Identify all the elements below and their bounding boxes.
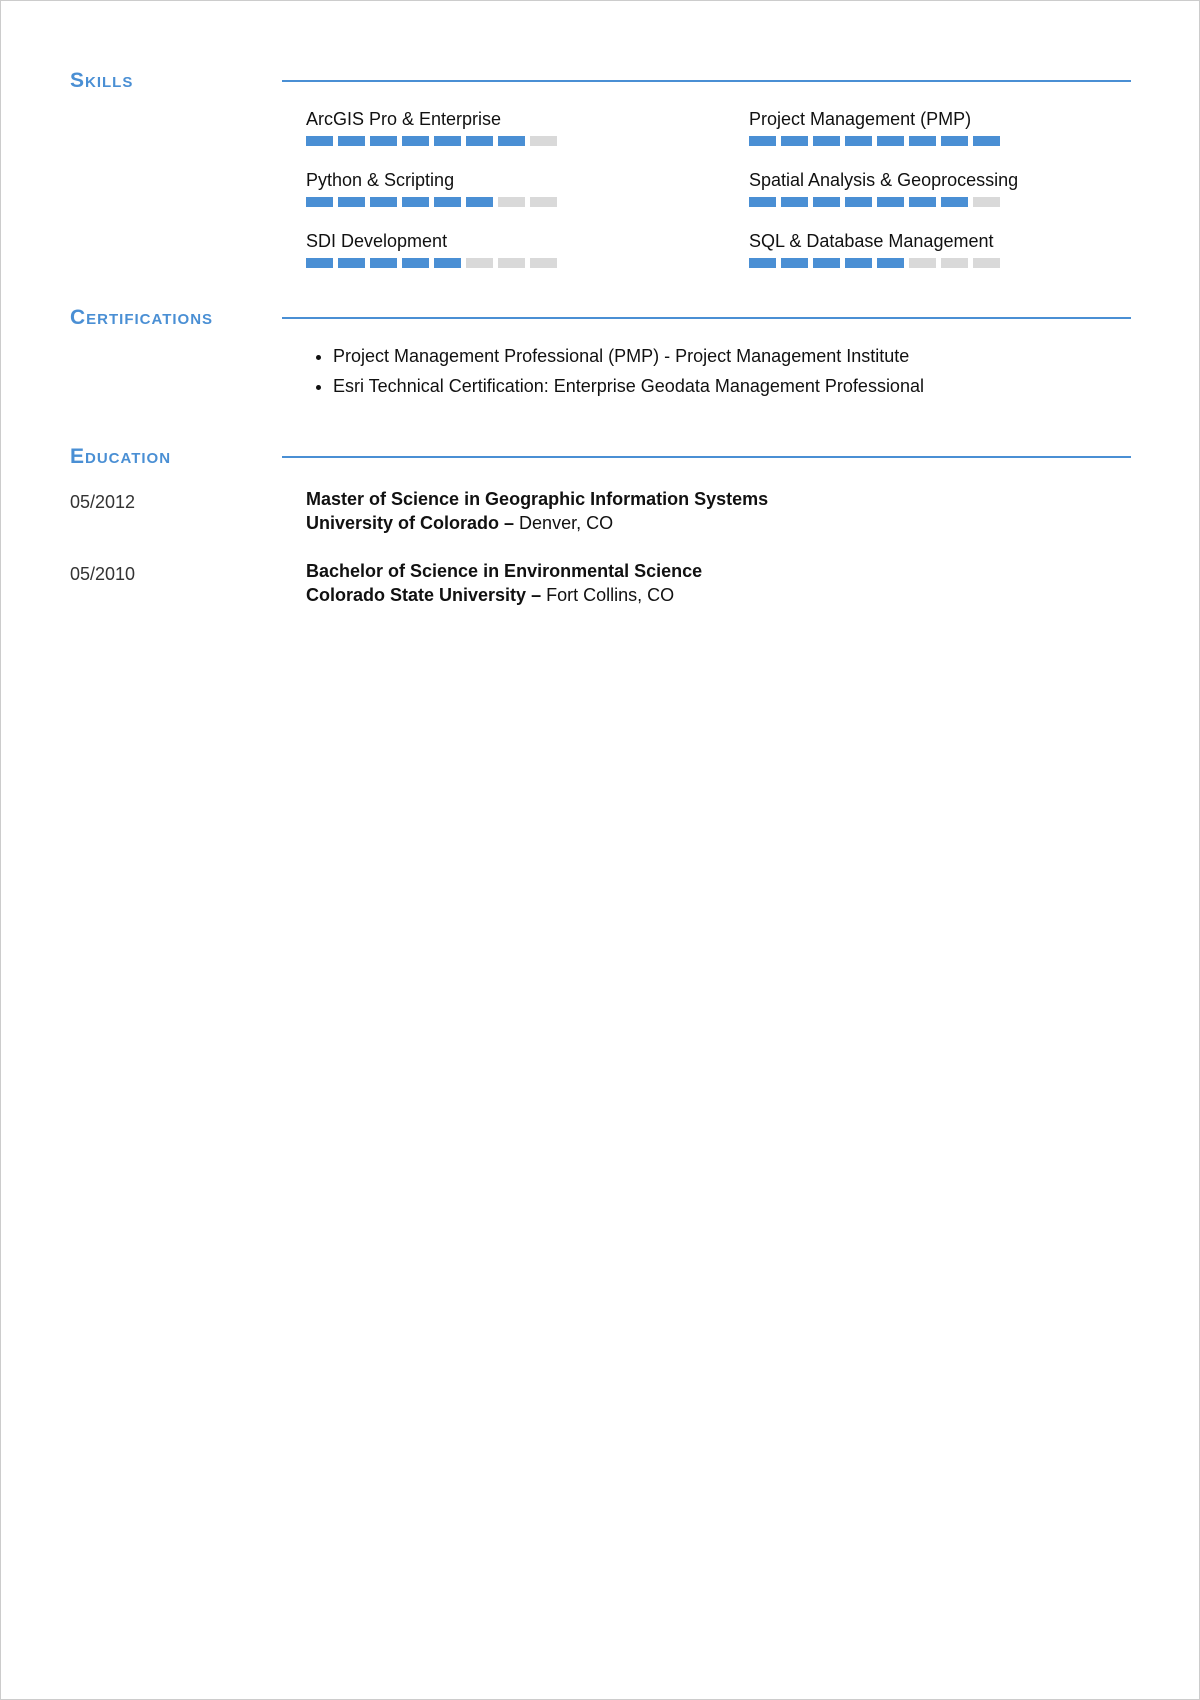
skill-name: Python & Scripting [306, 170, 455, 190]
skill-segment-filled [877, 136, 904, 146]
skill-name: ArcGIS Pro & Enterprise [306, 109, 502, 129]
skill-segment-empty [973, 197, 1000, 207]
skill-segment-filled [466, 197, 493, 207]
skill-item [749, 169, 1049, 205]
skill-segment-filled [402, 258, 429, 268]
skill-segment-filled [877, 258, 904, 268]
skill-segment-filled [909, 197, 936, 207]
education-date: 05/2010 [70, 564, 136, 584]
school-location: Fort Collins, CO [546, 585, 675, 605]
skills-title: Skills [70, 69, 134, 92]
certifications-list [306, 341, 924, 401]
skill-segment-empty [941, 258, 968, 268]
skill-segment-filled [941, 197, 968, 207]
skill-segment-filled [845, 258, 872, 268]
skill-segment-filled [877, 197, 904, 207]
skill-level-bar [749, 197, 1049, 207]
skill-segment-filled [306, 136, 333, 146]
education-date: 05/2012 [70, 492, 136, 512]
skill-name: Project Management (PMP) [749, 109, 972, 129]
skill-segment-filled [781, 136, 808, 146]
skill-segment-filled [749, 258, 776, 268]
skill-segment-filled [434, 258, 461, 268]
skill-item [749, 230, 1049, 266]
skill-segment-filled [813, 136, 840, 146]
skill-segment-filled [370, 258, 397, 268]
skill-segment-empty [498, 258, 525, 268]
skill-segment-empty [973, 258, 1000, 268]
degree-title: Master of Science in Geographic Information Systems [306, 489, 769, 509]
skill-level-bar [749, 258, 1049, 268]
skill-segment-empty [498, 197, 525, 207]
skill-segment-filled [845, 197, 872, 207]
certifications-section [70, 306, 1131, 396]
skill-item [749, 108, 1049, 144]
certification-item: • Project Management Professional (PMP) - Project Management Institute [333, 341, 924, 371]
skill-segment-filled [749, 136, 776, 146]
section-divider [282, 80, 1131, 82]
certifications-header [70, 306, 1131, 336]
skills-grid [306, 108, 1066, 266]
skill-level-bar [306, 136, 749, 146]
skill-segment-filled [370, 197, 397, 207]
skill-segment-filled [370, 136, 397, 146]
skill-level-bar [749, 136, 1049, 146]
skill-level-bar [306, 258, 749, 268]
section-divider [282, 317, 1131, 319]
education-title: Education [70, 445, 172, 468]
education-details [306, 487, 768, 535]
skill-segment-filled [909, 136, 936, 146]
certifications-title: Certifications [70, 306, 214, 329]
skill-level-bar [306, 197, 749, 207]
skill-item [306, 108, 749, 144]
skill-segment-empty [466, 258, 493, 268]
school-separator: – [499, 513, 520, 533]
skill-segment-filled [338, 197, 365, 207]
skills-section [70, 69, 1131, 251]
skill-segment-filled [434, 136, 461, 146]
degree-title: Bachelor of Science in Environmental Science [306, 561, 703, 581]
section-divider [282, 456, 1131, 458]
skill-segment-filled [941, 136, 968, 146]
skill-segment-empty [530, 197, 557, 207]
education-entry [70, 559, 1131, 611]
skill-name: Spatial Analysis & Geoprocessing [749, 170, 1019, 190]
skill-segment-filled [434, 197, 461, 207]
skill-segment-filled [813, 197, 840, 207]
education-section [70, 445, 1131, 645]
skill-segment-filled [845, 136, 872, 146]
skill-segment-filled [781, 258, 808, 268]
skill-item [306, 169, 749, 205]
skill-name: SQL & Database Management [749, 231, 994, 251]
school-name: University of Colorado [306, 513, 500, 533]
education-header [70, 445, 1131, 475]
skill-segment-filled [973, 136, 1000, 146]
skill-segment-empty [530, 136, 557, 146]
skill-segment-filled [749, 197, 776, 207]
skills-header [70, 69, 1131, 99]
skill-segment-filled [338, 258, 365, 268]
skill-segment-empty [909, 258, 936, 268]
skill-segment-filled [466, 136, 493, 146]
certification-item: • Esri Technical Certification: Enterprise Geodata Management Professional [333, 371, 924, 401]
skill-segment-filled [306, 197, 333, 207]
skill-segment-filled [306, 258, 333, 268]
skill-segment-filled [402, 136, 429, 146]
school-separator: – [526, 585, 547, 605]
education-entry [70, 487, 1131, 539]
skill-name: SDI Development [306, 231, 448, 251]
skill-segment-filled [338, 136, 365, 146]
skill-item [306, 230, 749, 266]
skill-segment-filled [402, 197, 429, 207]
skill-segment-filled [813, 258, 840, 268]
education-details [306, 559, 702, 607]
school-name: Colorado State University [306, 585, 527, 605]
skill-segment-filled [781, 197, 808, 207]
skill-segment-empty [530, 258, 557, 268]
skill-segment-filled [498, 136, 525, 146]
school-location: Denver, CO [519, 513, 614, 533]
